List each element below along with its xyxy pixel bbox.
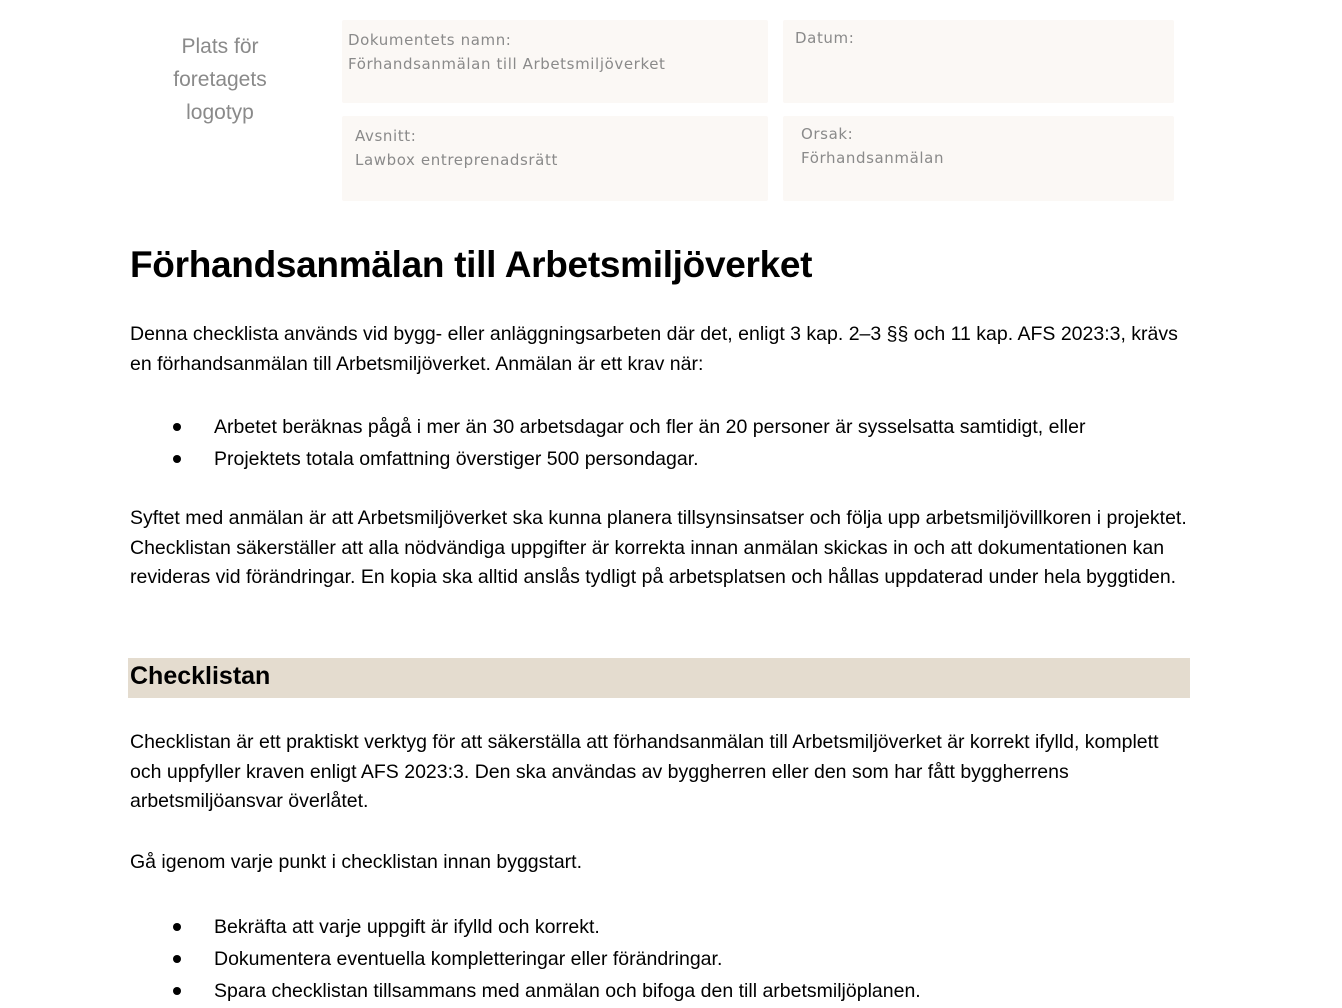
document-name-value: Förhandsanmälan till Arbetsmiljöverket	[348, 55, 666, 73]
reason-field	[783, 116, 1174, 201]
reason-label: Orsak:	[801, 125, 854, 143]
logo-placeholder-line: logotyp	[186, 101, 254, 124]
document-name-field	[342, 20, 768, 103]
list-item-text: Bekräfta att varje uppgift är ifylld och korrekt.	[214, 916, 600, 938]
logo-placeholder-line: Plats för	[181, 35, 259, 58]
bullet-icon	[173, 955, 181, 963]
list-item	[130, 911, 1190, 943]
list-item	[130, 943, 1190, 975]
bullet-icon	[173, 423, 181, 431]
list-item-text: Spara checklistan tillsammans med anmälan och bifoga den till arbetsmiljöplanen.	[214, 980, 921, 1002]
company-logo-placeholder	[150, 30, 290, 129]
list-item-text: Projektets totala omfattning överstiger 500 persondagar.	[214, 448, 699, 470]
section-field	[342, 116, 768, 201]
bullet-icon	[173, 987, 181, 995]
document-title: Förhandsanmälan till Arbetsmiljöverket	[130, 244, 813, 285]
checklist-description: Checklistan är ett praktiskt verktyg för att säkerställa att förhandsanmälan till Arbetsmiljöverket är korrekt ifylld, komplett och uppfyller kraven enligt AFS 2023:3. Den ska användas av byggherren eller den som har fått byggherrens arbetsmiljöansvar överlåtet.	[130, 731, 1159, 812]
intro-paragraph: Denna checklista används vid bygg- eller anläggningsarbeten där det, enligt 3 kap. 2–3 §§ och 11 kap. AFS 2023:3, krävs en förhandsanmälan till Arbetsmiljöverket. Anmälan är ett krav när:	[130, 323, 1178, 375]
checklist-instruction: Gå igenom varje punkt i checklistan innan byggstart.	[130, 851, 582, 873]
bullet-icon	[173, 923, 181, 931]
list-item	[130, 975, 1190, 1007]
section-value: Lawbox entreprenadsrätt	[355, 151, 558, 169]
date-field	[783, 20, 1174, 103]
document-name-label: Dokumentets namn:	[348, 31, 512, 49]
bullet-icon	[173, 455, 181, 463]
list-item	[130, 443, 1190, 475]
checklist-actions-list	[130, 911, 1190, 1007]
checklist-section-header	[128, 658, 1190, 698]
date-label: Datum:	[795, 29, 855, 47]
section-label: Avsnitt:	[355, 127, 417, 145]
purpose-paragraph: Syftet med anmälan är att Arbetsmiljöverket ska kunna planera tillsynsinsatser och följa upp arbetsmiljövillkoren i projektet. Checklistan säkerställer att alla nödvändiga uppgifter är korrekta innan anmälan skickas in och att dokumentationen kan revideras vid förändringar. En kopia ska alltid anslås tydligt på arbetsplatsen och hållas uppdaterad under hela byggtiden.	[130, 507, 1187, 588]
logo-placeholder-line: foretagets	[173, 68, 267, 91]
requirements-list	[130, 411, 1190, 475]
reason-value: Förhandsanmälan	[801, 149, 945, 167]
list-item-text: Arbetet beräknas pågå i mer än 30 arbetsdagar och fler än 20 personer är sysselsatta samtidigt, eller	[214, 416, 1086, 438]
section-heading: Checklistan	[130, 662, 271, 690]
list-item-text: Dokumentera eventuella kompletteringar eller förändringar.	[214, 948, 723, 970]
list-item	[130, 411, 1190, 443]
